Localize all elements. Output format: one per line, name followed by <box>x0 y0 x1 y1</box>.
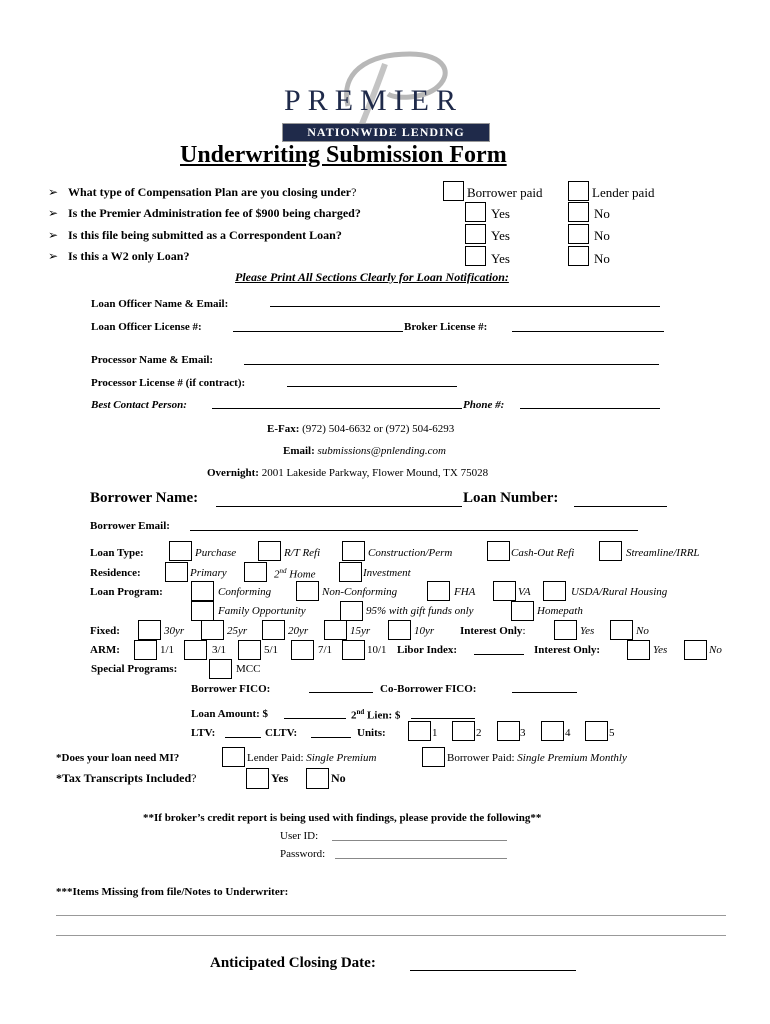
broker-credit-note: **If broker’s credit report is being used with findings, please provide the following** <box>143 812 542 824</box>
arm-io-yes-label: Yes <box>653 644 668 656</box>
tax-transcripts-label: *Tax Transcripts Included? <box>56 771 197 785</box>
loan-program-label: Loan Program: <box>90 586 163 598</box>
construction-perm-checkbox[interactable] <box>342 541 365 561</box>
arm-5-1-checkbox[interactable] <box>238 640 261 660</box>
investment-checkbox[interactable] <box>339 562 362 582</box>
fixed-15yr-checkbox[interactable] <box>324 620 347 640</box>
libor-index-field[interactable] <box>474 654 524 655</box>
processor-license-label: Processor License # (if contract): <box>91 377 246 389</box>
construction-perm-label: Construction/Perm <box>368 547 453 559</box>
conforming-checkbox[interactable] <box>191 581 214 601</box>
borrower-name-field[interactable] <box>216 506 462 507</box>
correspondent-yes-checkbox[interactable] <box>465 224 486 244</box>
broker-license-label: Broker License #: <box>404 321 488 333</box>
admin-fee-no-checkbox[interactable] <box>568 202 589 222</box>
fixed-io-yes-checkbox[interactable] <box>554 620 577 640</box>
fha-label: FHA <box>454 586 476 598</box>
loan-type-label: Loan Type: <box>90 547 144 559</box>
logo-subtitle: NATIONWIDE LENDING <box>307 125 465 139</box>
password-label: Password: <box>280 848 326 860</box>
question-text: What type of Compensation Plan are you closing under? <box>68 185 357 199</box>
phone-field[interactable] <box>520 408 660 409</box>
efax-line <box>267 423 454 435</box>
tax-yes-checkbox[interactable] <box>246 768 269 789</box>
borrower-paid-mi-checkbox[interactable] <box>422 747 445 767</box>
missing-items-label: ***Items Missing from file/Notes to Underwriter: <box>56 886 289 898</box>
question-text: Is this a W2 only Loan? <box>68 249 190 263</box>
units-1-label: 1 <box>432 727 438 739</box>
anticipated-closing-field[interactable] <box>410 970 576 971</box>
units-4-checkbox[interactable] <box>541 721 564 741</box>
loan-amount-label: Loan Amount: $ <box>191 708 269 720</box>
units-4-label: 4 <box>565 727 571 739</box>
email-label: Email: <box>283 445 315 457</box>
no-label: No <box>594 206 610 221</box>
best-contact-field[interactable] <box>212 408 462 409</box>
bullet-icon: ➢ <box>48 206 59 220</box>
cltv-label: CLTV: <box>265 727 298 739</box>
lender-paid-mi-label: Lender Paid: Single Premium <box>247 752 377 764</box>
mi-label: *Does your loan need MI? <box>56 752 180 764</box>
page-title: Underwriting Submission Form <box>180 142 507 168</box>
fixed-io-label: Interest Only: <box>460 625 526 637</box>
coborrower-fico-label: Co-Borrower FICO: <box>380 683 477 695</box>
admin-fee-yes-checkbox[interactable] <box>465 202 486 222</box>
borrower-email-label: Borrower Email: <box>90 520 170 532</box>
w2-yes-checkbox[interactable] <box>465 246 486 266</box>
correspondent-no-checkbox[interactable] <box>568 224 589 244</box>
gift-funds-checkbox[interactable] <box>340 601 363 621</box>
overnight-value: 2001 Lakeside Parkway, Flower Mound, TX 75028 <box>261 467 489 479</box>
lo-license-label: Loan Officer License #: <box>91 321 202 333</box>
no-label: No <box>594 228 610 243</box>
best-contact-label: Best Contact Person: <box>91 399 187 411</box>
arm-3-1-checkbox[interactable] <box>184 640 207 660</box>
notes-line-2[interactable] <box>56 935 726 936</box>
arm-5-1-label: 5/1 <box>264 644 279 656</box>
gift-funds-label: 95% with gift funds only <box>366 605 474 617</box>
fixed-30yr-label: 30yr <box>164 625 185 637</box>
purchase-label: Purchase <box>195 547 237 559</box>
units-3-label: 3 <box>520 727 526 739</box>
lo-name-email-label: Loan Officer Name & Email: <box>91 298 229 310</box>
non-conforming-label: Non-Conforming <box>322 586 398 598</box>
arm-1-1-label: 1/1 <box>160 644 175 656</box>
coborrower-fico-field[interactable] <box>512 692 577 693</box>
yes-label: Yes <box>491 251 510 266</box>
units-2-label: 2 <box>476 727 482 739</box>
bullet-icon: ➢ <box>48 185 59 199</box>
borrower-paid-mi-label: Borrower Paid: Single Premium Monthly <box>447 752 627 764</box>
usda-checkbox[interactable] <box>543 581 566 601</box>
borrower-name-label: Borrower Name: <box>90 490 199 506</box>
bullet-icon: ➢ <box>48 228 59 242</box>
fixed-10yr-checkbox[interactable] <box>388 620 411 640</box>
overnight-label: Overnight: <box>207 467 259 479</box>
user-id-label: User ID: <box>280 830 319 842</box>
fixed-15yr-label: 15yr <box>350 625 371 637</box>
ltv-field[interactable] <box>225 737 261 738</box>
borrower-paid-checkbox[interactable] <box>443 181 464 201</box>
primary-checkbox[interactable] <box>165 562 188 582</box>
arm-7-1-checkbox[interactable] <box>291 640 314 660</box>
family-opportunity-checkbox[interactable] <box>191 601 214 621</box>
ltv-label: LTV: <box>191 727 216 739</box>
non-conforming-checkbox[interactable] <box>296 581 319 601</box>
cash-out-refi-label: Cash-Out Refi <box>511 547 575 559</box>
password-field[interactable] <box>335 858 507 859</box>
lender-paid-label: Lender paid <box>592 185 655 200</box>
arm-10-1-label: 10/1 <box>367 644 387 656</box>
streamline-label: Streamline/IRRL <box>626 547 700 559</box>
lo-license-field[interactable] <box>233 331 403 332</box>
fixed-label: Fixed: <box>90 625 120 637</box>
mcc-label: MCC <box>236 663 261 675</box>
units-5-checkbox[interactable] <box>585 721 608 741</box>
lender-paid-mi-checkbox[interactable] <box>222 747 245 767</box>
rt-refi-label: R/T Refi <box>284 547 321 559</box>
fixed-30yr-checkbox[interactable] <box>138 620 161 640</box>
arm-label: ARM: <box>90 644 120 656</box>
email-line <box>283 445 446 457</box>
arm-io-no-checkbox[interactable] <box>684 640 707 660</box>
notes-line-1[interactable] <box>56 915 726 916</box>
arm-7-1-label: 7/1 <box>318 644 333 656</box>
logo <box>270 44 502 144</box>
fixed-io-no-checkbox[interactable] <box>610 620 633 640</box>
no-label: No <box>594 251 610 266</box>
email-value: submissions@pnlending.com <box>317 445 446 457</box>
efax-label: E-Fax: <box>267 423 300 435</box>
units-1-checkbox[interactable] <box>408 721 431 741</box>
second-home-label: 2nd Home <box>274 567 316 581</box>
cltv-field[interactable] <box>311 737 351 738</box>
second-lien-label: 2nd Lien: $ <box>351 708 401 722</box>
units-5-label: 5 <box>609 727 615 739</box>
fixed-25yr-label: 25yr <box>227 625 248 637</box>
efax-value: (972) 504-6632 or (972) 504-6293 <box>302 423 455 435</box>
question-text: Is the Premier Administration fee of $900 being charged? <box>68 206 361 220</box>
lender-paid-checkbox[interactable] <box>568 181 589 201</box>
fixed-io-no-label: No <box>636 625 649 637</box>
cash-out-refi-checkbox[interactable] <box>487 541 510 561</box>
arm-io-label: Interest Only: <box>534 644 601 656</box>
units-3-checkbox[interactable] <box>497 721 520 741</box>
purchase-checkbox[interactable] <box>169 541 192 561</box>
va-label: VA <box>518 586 531 598</box>
question-text: Is this file being submitted as a Correspondent Loan? <box>68 228 342 242</box>
special-programs-label: Special Programs: <box>91 663 178 675</box>
second-lien-field[interactable] <box>411 718 475 719</box>
arm-3-1-label: 3/1 <box>212 644 227 656</box>
units-label: Units: <box>357 727 386 739</box>
homepath-label: Homepath <box>537 605 583 617</box>
mcc-checkbox[interactable] <box>209 659 232 679</box>
tax-no-checkbox[interactable] <box>306 768 329 789</box>
anticipated-closing-label: Anticipated Closing Date: <box>210 955 376 971</box>
processor-name-email-label: Processor Name & Email: <box>91 354 214 366</box>
family-opportunity-label: Family Opportunity <box>218 605 306 617</box>
libor-index-label: Libor Index: <box>397 644 458 656</box>
fixed-25yr-checkbox[interactable] <box>201 620 224 640</box>
investment-label: Investment <box>363 567 411 579</box>
phone-label: Phone #: <box>463 399 505 411</box>
w2-no-checkbox[interactable] <box>568 246 589 266</box>
conforming-label: Conforming <box>218 586 272 598</box>
loan-amount-field[interactable] <box>284 718 346 719</box>
processor-name-email-field[interactable] <box>244 364 659 365</box>
loan-number-label: Loan Number: <box>463 490 559 506</box>
primary-label: Primary <box>190 567 227 579</box>
fixed-10yr-label: 10yr <box>414 625 435 637</box>
borrower-email-field[interactable] <box>190 530 638 531</box>
yes-label: Yes <box>491 228 510 243</box>
lo-name-email-field[interactable] <box>270 306 660 307</box>
tax-no-label: No <box>331 771 346 785</box>
fixed-io-yes-label: Yes <box>580 625 595 637</box>
streamline-checkbox[interactable] <box>599 541 622 561</box>
borrower-fico-label: Borrower FICO: <box>191 683 271 695</box>
arm-10-1-checkbox[interactable] <box>342 640 365 660</box>
overnight-line <box>207 467 488 479</box>
arm-io-no-label: No <box>709 644 722 656</box>
fixed-20yr-label: 20yr <box>288 625 309 637</box>
loan-number-field[interactable] <box>574 506 667 507</box>
units-2-checkbox[interactable] <box>452 721 475 741</box>
bullet-icon: ➢ <box>48 249 59 263</box>
user-id-field[interactable] <box>332 840 507 841</box>
residence-label: Residence: <box>90 567 141 579</box>
fixed-20yr-checkbox[interactable] <box>262 620 285 640</box>
arm-io-yes-checkbox[interactable] <box>627 640 650 660</box>
borrower-paid-label: Borrower paid <box>467 185 543 200</box>
borrower-fico-field[interactable] <box>309 692 373 693</box>
yes-label: Yes <box>491 206 510 221</box>
va-checkbox[interactable] <box>493 581 516 601</box>
homepath-checkbox[interactable] <box>511 601 534 621</box>
logo-subtitle-bar <box>282 123 490 142</box>
fha-checkbox[interactable] <box>427 581 450 601</box>
print-note: Please Print All Sections Clearly for Loan Notification: <box>235 270 509 284</box>
broker-license-field[interactable] <box>512 331 664 332</box>
processor-license-field[interactable] <box>287 386 457 387</box>
tax-yes-label: Yes <box>271 771 289 785</box>
second-home-checkbox[interactable] <box>244 562 267 582</box>
usda-label: USDA/Rural Housing <box>571 586 668 598</box>
logo-brand: PREMIER <box>284 84 464 117</box>
arm-1-1-checkbox[interactable] <box>134 640 157 660</box>
rt-refi-checkbox[interactable] <box>258 541 281 561</box>
